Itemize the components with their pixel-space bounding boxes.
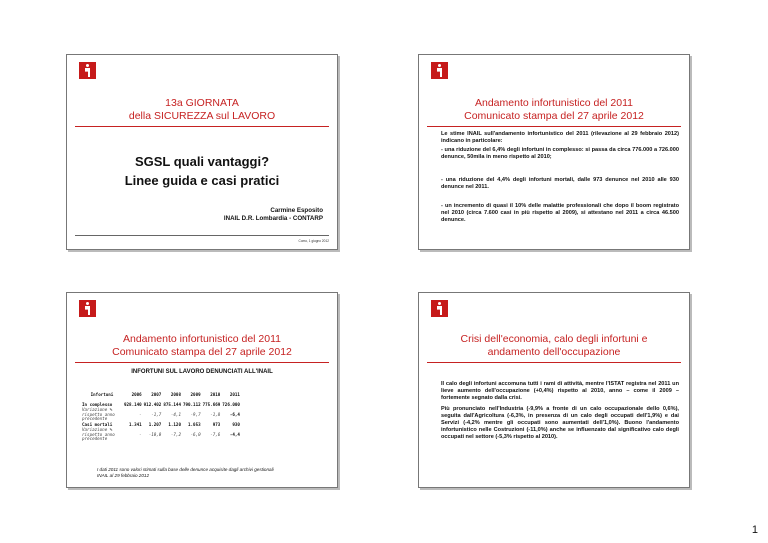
title-line-1: 13a GIORNATA — [165, 97, 239, 109]
row-label: Casi mortali — [82, 422, 113, 428]
table-cell: -7,2 — [170, 432, 181, 438]
title-divider — [75, 362, 329, 363]
table-header-cell: 2010 — [210, 391, 221, 397]
table-cell: 928.140 — [124, 402, 142, 408]
table-cell: 1.341 — [129, 422, 142, 428]
slide-date: Como, 1 giugno 2012 — [298, 239, 329, 243]
slide-4 — [418, 292, 690, 488]
page-number: 1 — [751, 524, 758, 536]
table-cell: -10,0 — [148, 432, 162, 438]
table-cell: 726.000 — [222, 402, 240, 408]
table-heading: INFORTUNI SUL LAVORO DENUNCIATI ALL'INAIL — [131, 369, 273, 375]
table-header-row — [81, 391, 241, 398]
title-divider — [75, 126, 329, 127]
slide-1 — [66, 54, 338, 250]
slide-2 — [418, 54, 690, 250]
table-cell: -6,0 — [190, 432, 201, 438]
main-title-line-1: SGSL quali vantaggi? — [134, 154, 270, 169]
title-line-1: Andamento infortunistico del 2011 — [123, 333, 281, 345]
title-line-1: Crisi dell'economia, calo degli infortuni e — [460, 333, 648, 345]
note-line-1: I dati 2011 sono valori stimati sulla base delle denunce acquisite dagli archivi gestionali — [97, 467, 274, 472]
author-block — [224, 207, 323, 223]
table-cell: 930 — [232, 422, 240, 428]
slide-title — [67, 333, 337, 359]
table-row — [81, 428, 241, 442]
table-header-cell: 2007 — [151, 391, 162, 397]
table-cell: 775.669 — [202, 402, 221, 408]
table-cell: -4,1 — [170, 412, 181, 418]
row-label: Variazione % rispetto anno precedente — [82, 407, 115, 421]
bullet-2: - una riduzione del 4,4% degli infortuni mortali, dalle 973 denunce nel 2010 alle 930 denunce nel 2011. — [441, 177, 679, 190]
table-header-cell: 2006 — [131, 391, 142, 397]
title-line-1: Andamento infortunistico del 2011 — [475, 97, 633, 109]
paragraph-2: Più pronunciato nell'Industria (-9,9% a fronte di un calo occupazionale dello 0,6%), seguita dall'Agricoltura (-6,3%, in presenza di un calo degli occupati dell'1,9%) e dai Servizi (-4,2% mentre gli occupati sono aumentati dell'1,0%). Buono l'andamento infortunistico nelle Costruzioni (-11,0%) anche se influenzato dal significativo calo degli occupati nel settore (-5,3% rispetto al 2010). — [441, 406, 679, 440]
table-cell: 1.207 — [148, 422, 162, 428]
note-line-2: INAIL al 29 febbraio 2012 — [97, 473, 150, 478]
intro-text: Le stime INAIL sull'andamento infortunistico del 2011 (rilevazione al 29 febbraio 2012) indicano in particolare: — [441, 131, 679, 144]
injury-table — [81, 391, 241, 442]
title-line-2: Comunicato stampa del 27 aprile 2012 — [112, 346, 292, 358]
table-cell: 790.112 — [182, 402, 201, 408]
inail-logo-icon — [79, 300, 96, 317]
bullet-1: - una riduzione del 6,4% degli infortuni in complesso: si passa da circa 776.000 a 726.000 denunce, 50mila in meno rispetto al 2010; — [441, 147, 679, 160]
bullet-3: - un incremento di quasi il 10% delle malattie professionali che dopo il boom registrato nel 2010 (circa 7.600 casi in più rispetto al 2009), si attestano nel 2011 a circa 46.500 denunce. — [441, 203, 679, 223]
table-cell: 875.144 — [163, 402, 181, 408]
table-header-cell: 2009 — [190, 391, 201, 397]
title-divider — [427, 362, 681, 363]
table-row — [81, 408, 241, 422]
title-divider — [427, 126, 681, 127]
table-header-cell: 2008 — [170, 391, 181, 397]
table-cell: -1,8 — [210, 412, 221, 418]
table-cell: 1.120 — [168, 422, 181, 428]
table-cell: - — [139, 412, 142, 418]
title-line-2: andamento dell'occupazione — [487, 346, 621, 358]
table-cell: 1.053 — [188, 422, 201, 428]
row-label: Variazione % rispetto anno precedente — [82, 427, 115, 441]
table-header-cell: 2011 — [229, 391, 240, 397]
slide-title — [67, 97, 337, 123]
title-line-2: della SICUREZZA sul LAVORO — [128, 110, 276, 122]
table-cell: -7,6 — [210, 432, 221, 438]
table-cell: 973 — [212, 422, 221, 428]
table-cell: -1,7 — [151, 412, 162, 418]
table-header-cell: Infortuni — [90, 391, 114, 397]
inail-logo-icon — [431, 300, 448, 317]
slide-title — [419, 333, 689, 359]
table-cell: -6,4 — [229, 412, 240, 418]
inail-logo-icon — [431, 62, 448, 79]
title-line-2: Comunicato stampa del 27 aprile 2012 — [464, 110, 644, 122]
main-title — [67, 152, 337, 190]
table-cell: -9,7 — [190, 412, 201, 418]
slide-3 — [66, 292, 338, 488]
author-org: INAIL D.R. Lombardia - CONTARP — [223, 215, 323, 222]
paragraph-1: Il calo degli infortuni accomuna tutti i rami di attività, mentre l'ISTAT registra nel 2011 un lieve aumento dell'occupazione (+0,4%) rispetto al 2010, anno – come il 2009 – fortemente segnato dalla crisi. — [441, 381, 679, 401]
table-cell: 912.402 — [143, 402, 162, 408]
table-note — [97, 467, 274, 479]
slide-title — [419, 97, 689, 123]
table-cell: - — [139, 432, 142, 438]
author-name: Carmine Esposito — [270, 207, 323, 214]
inail-logo-icon — [79, 62, 96, 79]
footer-divider — [75, 235, 329, 236]
main-title-line-2: Linee guida e casi pratici — [124, 173, 280, 188]
table-cell: -4,4 — [229, 432, 240, 438]
row-label: In complesso — [82, 402, 113, 408]
